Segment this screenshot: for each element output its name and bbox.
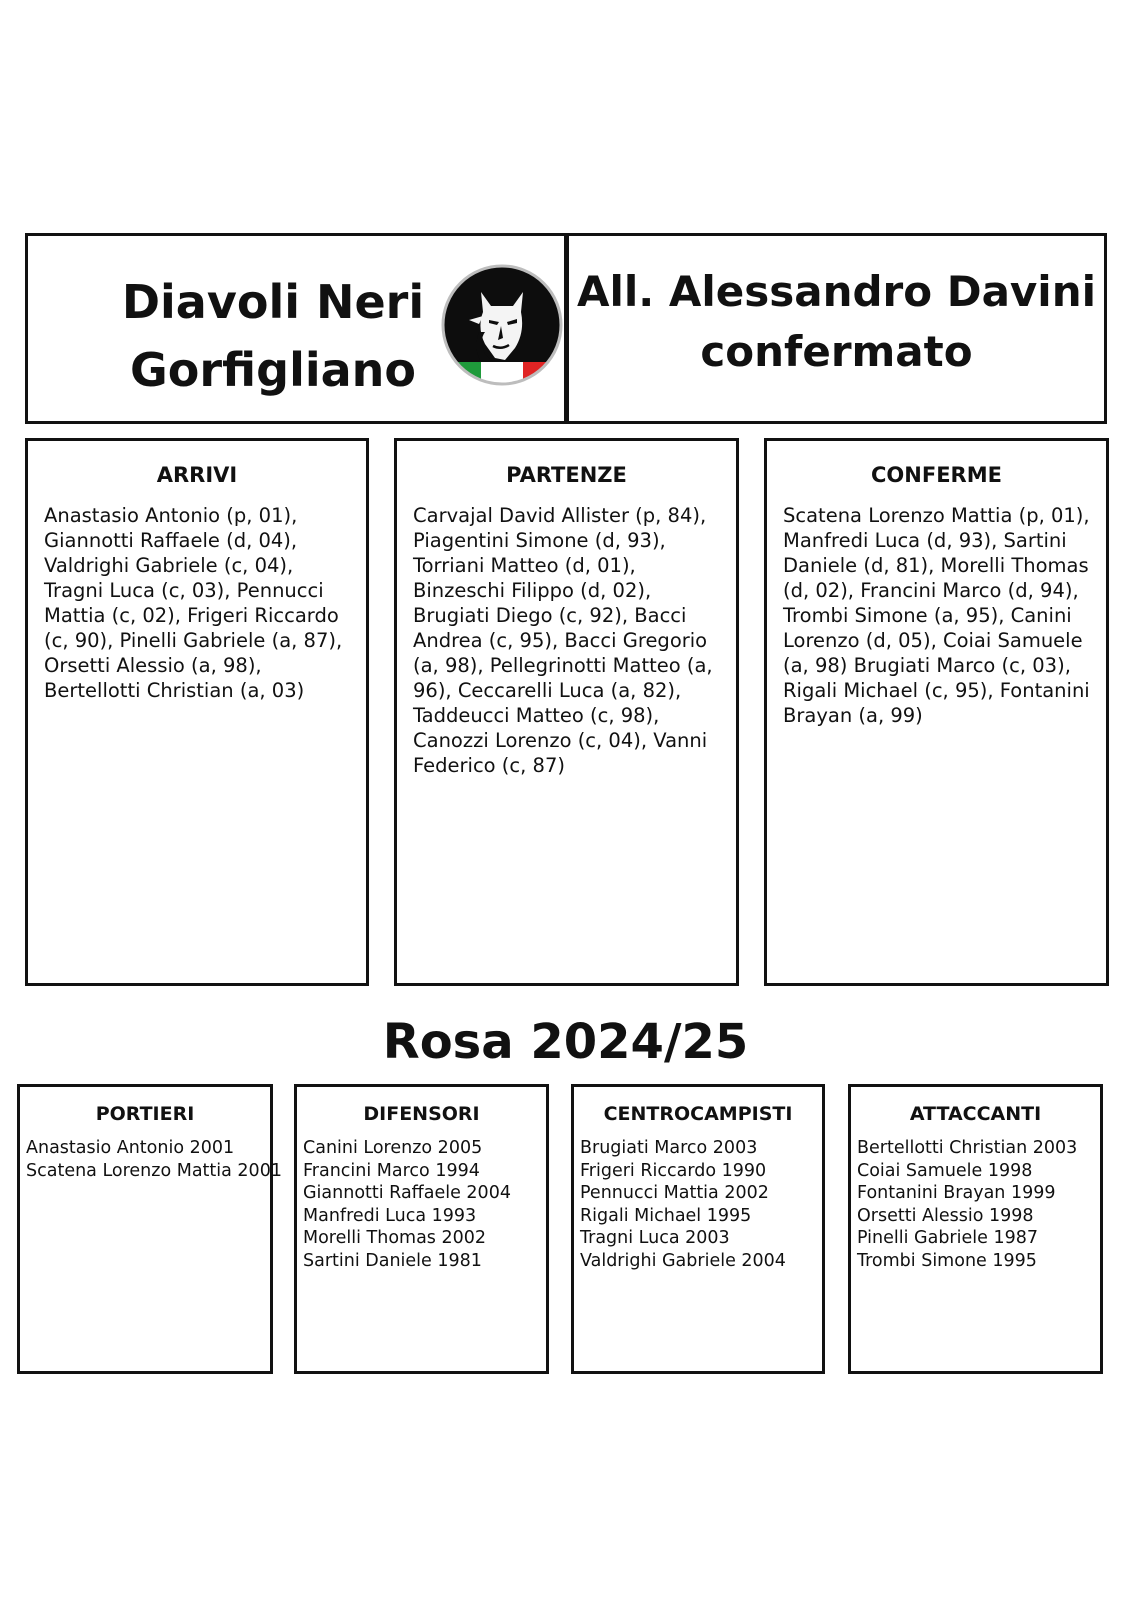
midfielders-list bbox=[574, 1137, 822, 1273]
coach-line2: confermato bbox=[700, 327, 973, 376]
list-item: Fontanini Brayan 1999 bbox=[857, 1183, 1056, 1204]
list-item: Orsetti Alessio 1998 bbox=[857, 1205, 1034, 1226]
forwards-title: ATTACCANTI bbox=[909, 1103, 1042, 1125]
coach-announcement bbox=[569, 262, 1104, 382]
list-item: Pinelli Gabriele 1987 bbox=[857, 1228, 1038, 1249]
arrivals-box bbox=[25, 438, 369, 986]
team-name-line2: Gorfigliano bbox=[130, 343, 416, 397]
list-item: Scatena Lorenzo Mattia 2001 bbox=[26, 1160, 282, 1181]
confirmations-text: Scatena Lorenzo Mattia (p, 01), Manfredi Luca (d, 93), Sartini Daniele (d, 81), Morelli Thomas (d, 02), Francini Marco (d, 94), Trombi Simone (a, 95), Canini Lorenzo (d, 05), Coiai Samuele (a, 98) Brugiati Marco (c, 03), Rigali Michael (c, 95), Fontanini Brayan (a, 99) bbox=[783, 504, 1090, 727]
list-item: Coiai Samuele 1998 bbox=[857, 1160, 1033, 1181]
confirmations-title: CONFERME bbox=[871, 463, 1002, 487]
coach-box bbox=[566, 233, 1107, 424]
arrivals-title: ARRIVI bbox=[156, 463, 238, 487]
defenders-box bbox=[294, 1084, 549, 1374]
roster-title: Rosa 2024/25 bbox=[382, 1014, 749, 1070]
list-item: Bertellotti Christian 2003 bbox=[857, 1138, 1078, 1158]
departures-text: Carvajal David Allister (p, 84), Piagentini Simone (d, 93), Torriani Matteo (d, 01), Binzeschi Filippo (d, 02), Brugiati Diego (c, 92), Bacci Andrea (c, 95), Bacci Gregorio (a, 98), Pellegrinotti Matteo (a, 96), Ceccarelli Luca (a, 82), Taddeucci Matteo (c, 98), Canozzi Lorenzo (c, 04), Vanni Federico (c, 87) bbox=[413, 504, 713, 777]
list-item: Trombi Simone 1995 bbox=[857, 1250, 1037, 1271]
list-item: Giannotti Raffaele 2004 bbox=[303, 1183, 511, 1204]
defenders-title: DIFENSORI bbox=[363, 1103, 480, 1125]
list-item: Sartini Daniele 1981 bbox=[303, 1250, 482, 1271]
list-item: Canini Lorenzo 2005 bbox=[303, 1138, 483, 1158]
goalkeepers-title: PORTIERI bbox=[95, 1103, 195, 1125]
midfielders-box bbox=[571, 1084, 825, 1374]
list-item: Rigali Michael 1995 bbox=[580, 1205, 752, 1226]
departures-title: PARTENZE bbox=[506, 463, 627, 487]
defenders-list bbox=[297, 1137, 546, 1273]
goalkeepers-list bbox=[20, 1137, 282, 1182]
devil-face-icon bbox=[439, 262, 565, 388]
list-item: Manfredi Luca 1993 bbox=[303, 1205, 477, 1226]
list-item: Valdrighi Gabriele 2004 bbox=[580, 1250, 786, 1271]
list-item: Anastasio Antonio 2001 bbox=[26, 1138, 235, 1158]
confirmations-box bbox=[764, 438, 1109, 986]
coach-line1: All. Alessandro Davini bbox=[576, 267, 1097, 316]
list-item: Morelli Thomas 2002 bbox=[303, 1228, 487, 1249]
forwards-box bbox=[848, 1084, 1103, 1374]
forwards-list bbox=[851, 1137, 1100, 1273]
list-item: Francini Marco 1994 bbox=[303, 1160, 480, 1181]
goalkeepers-box bbox=[17, 1084, 282, 1374]
midfielders-title: CENTROCAMPISTI bbox=[603, 1103, 793, 1125]
departures-box bbox=[394, 438, 739, 986]
list-item: Brugiati Marco 2003 bbox=[580, 1138, 758, 1158]
list-item: Tragni Luca 2003 bbox=[580, 1228, 730, 1249]
team-name-line1: Diavoli Neri bbox=[121, 275, 425, 329]
list-item: Pennucci Mattia 2002 bbox=[580, 1183, 769, 1204]
team-name bbox=[88, 268, 458, 404]
team-box bbox=[25, 233, 567, 424]
list-item: Frigeri Riccardo 1990 bbox=[580, 1160, 767, 1181]
arrivals-text: Anastasio Antonio (p, 01), Giannotti Raffaele (d, 04), Valdrighi Gabriele (c, 04), Tragni Luca (c, 03), Pennucci Mattia (c, 02), Frigeri Riccardo (c, 90), Pinelli Gabriele (a, 87), Orsetti Alessio (a, 98), Bertellotti Christian (a, 03) bbox=[44, 504, 343, 702]
